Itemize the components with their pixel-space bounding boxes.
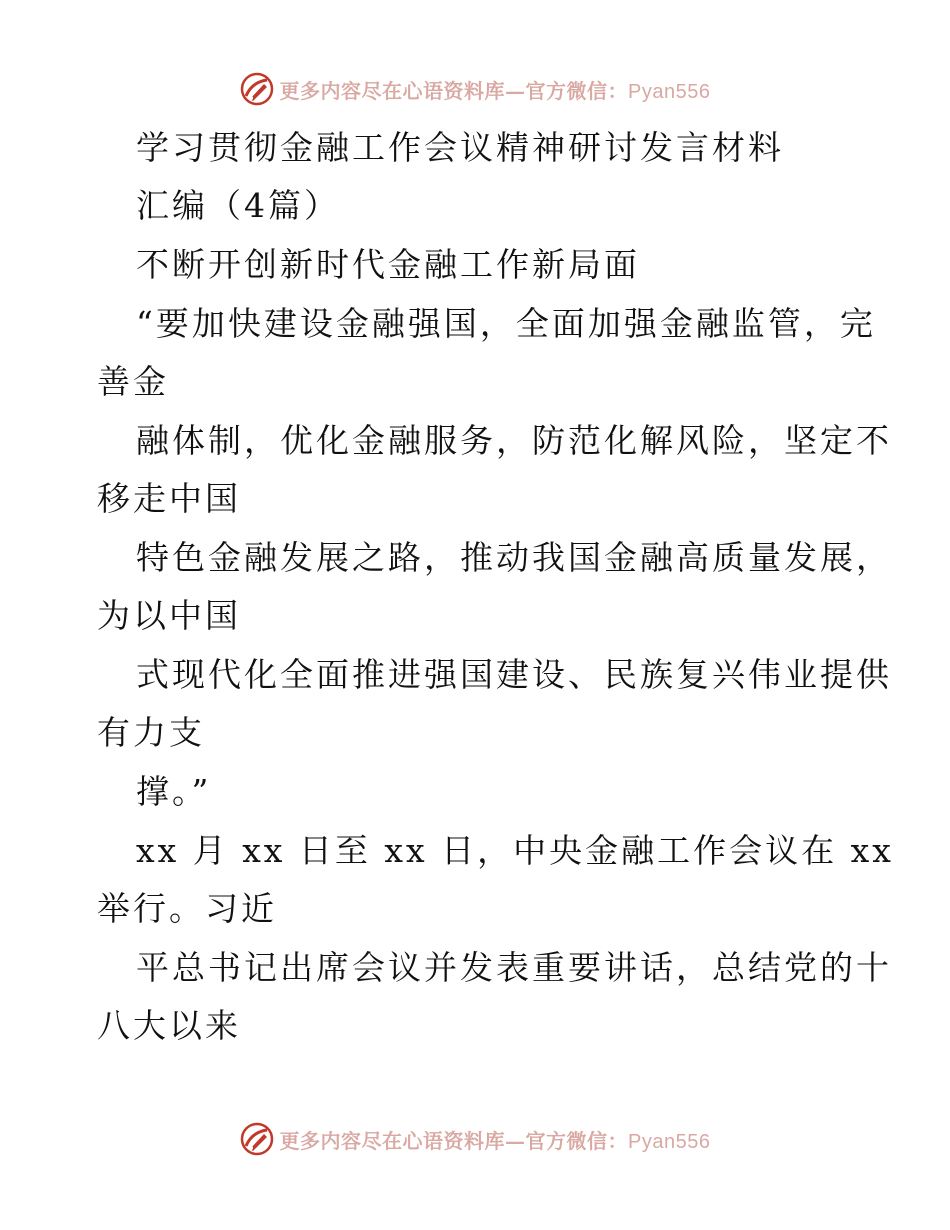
document-title-line-2: 汇编（4篇）	[136, 186, 340, 225]
paragraph-line: 善金	[97, 362, 169, 401]
paragraph-line: 举行。习近	[97, 889, 277, 928]
paragraph-line: 为以中国	[97, 596, 241, 635]
watermark-text: 更多内容尽在心语资料库—官方微信：Pyan556	[279, 1128, 711, 1153]
pen-logo-icon	[240, 72, 274, 106]
paragraph-line: 八大以来	[97, 1006, 241, 1045]
paragraph-line: 融体制，优化金融服务，防范化解风险，坚定不	[136, 421, 892, 460]
paragraph-line: 特色金融发展之路，推动我国金融高质量发展，	[136, 538, 892, 577]
paragraph-line: 平总书记出席会议并发表重要讲话，总结党的十	[136, 948, 892, 987]
header-watermark	[0, 72, 950, 106]
paragraph-line: 移走中国	[97, 479, 241, 518]
paragraph-line: xx 月 xx 日至 xx 日，中央金融工作会议在 xx	[136, 831, 894, 870]
paragraph-line: 有力支	[97, 713, 205, 752]
section-heading: 不断开创新时代金融工作新局面	[136, 245, 640, 284]
paragraph-line: “要加快建设金融强国，全面加强金融监管，完	[136, 304, 876, 343]
document-title-line-1: 学习贯彻金融工作会议精神研讨发言材料	[136, 128, 784, 167]
paragraph-line: 撑。”	[136, 772, 212, 811]
footer-watermark	[0, 1122, 950, 1156]
watermark-text: 更多内容尽在心语资料库—官方微信：Pyan556	[279, 78, 711, 103]
paragraph-line: 式现代化全面推进强国建设、民族复兴伟业提供	[136, 655, 892, 694]
pen-logo-icon	[240, 1122, 274, 1156]
